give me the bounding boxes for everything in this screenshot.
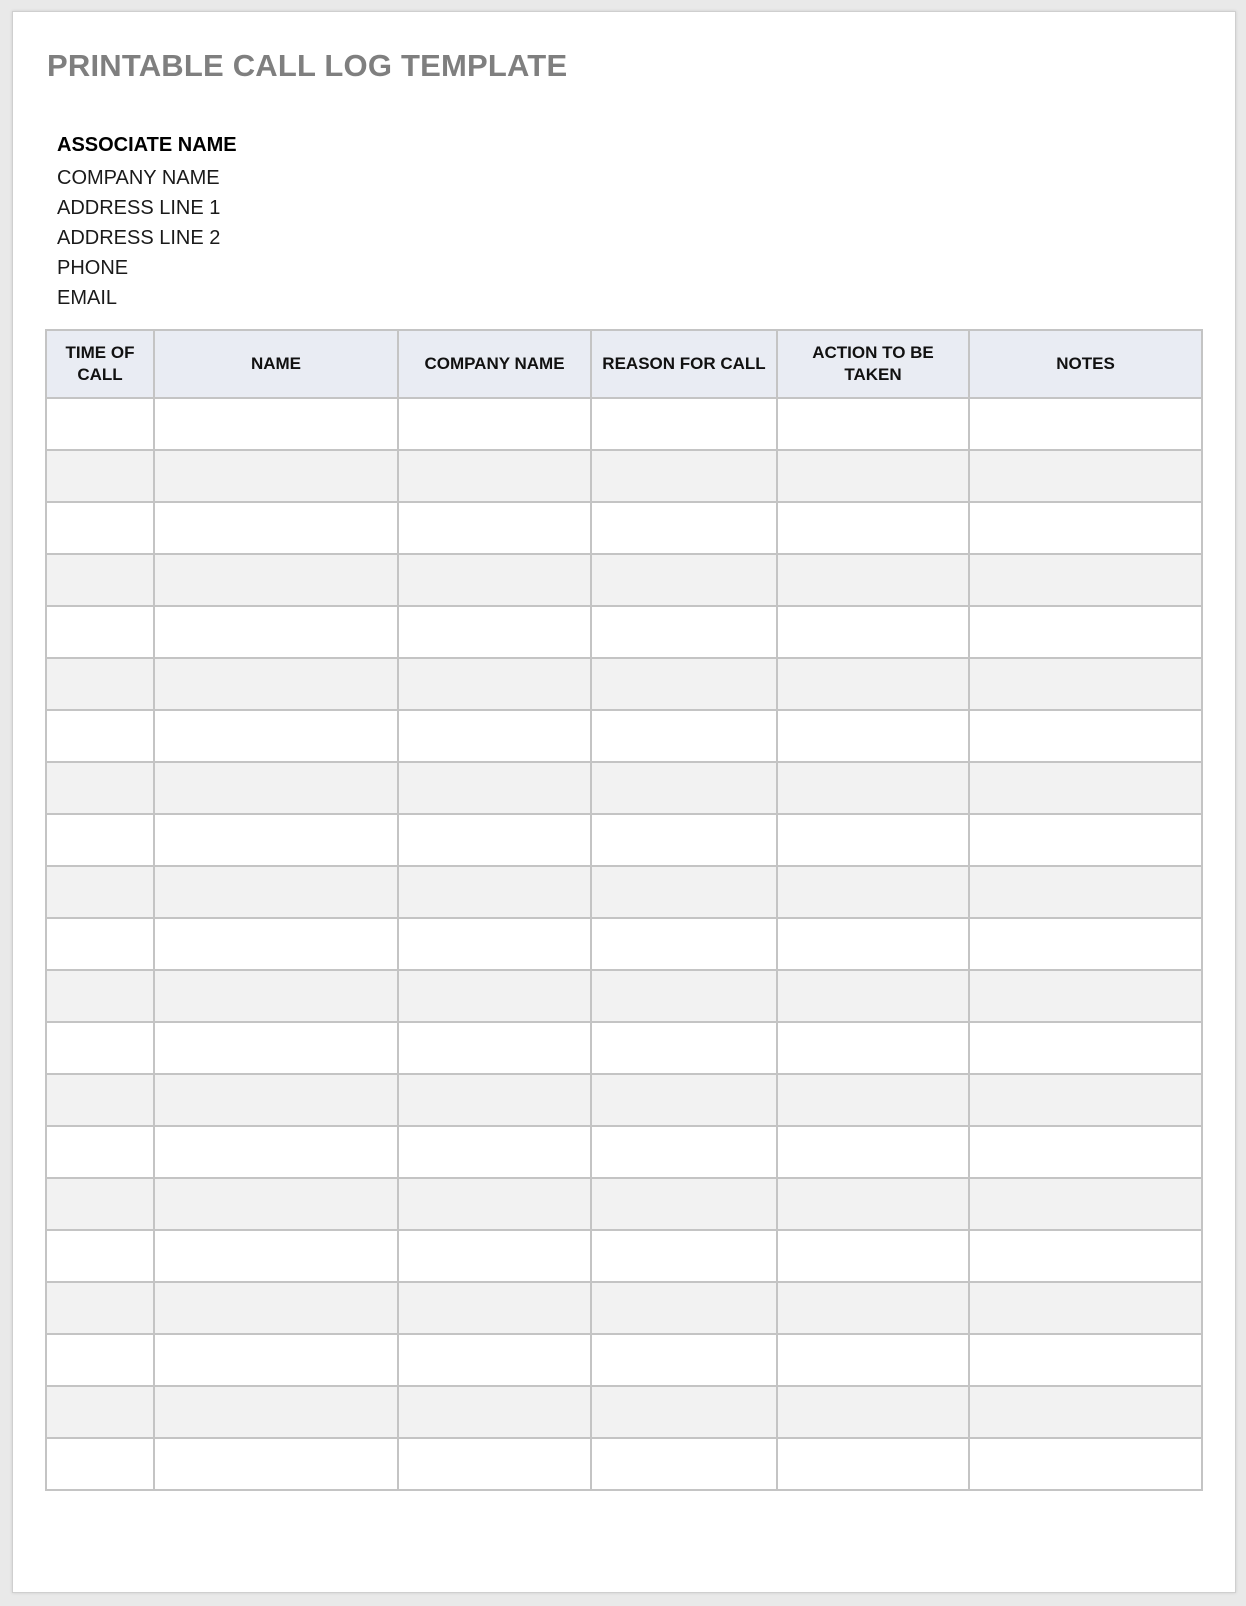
cell-company-name[interactable] — [398, 450, 591, 502]
cell-time-of-call[interactable] — [46, 1074, 154, 1126]
cell-company-name[interactable] — [398, 1438, 591, 1490]
cell-time-of-call[interactable] — [46, 450, 154, 502]
address-line-2: ADDRESS LINE 2 — [57, 227, 221, 249]
cell-company-name[interactable] — [398, 814, 591, 866]
cell-time-of-call[interactable] — [46, 1230, 154, 1282]
cell-notes[interactable] — [969, 970, 1202, 1022]
cell-reason-for-call[interactable] — [591, 554, 777, 606]
cell-action-to-be-taken[interactable] — [777, 1022, 969, 1074]
cell-time-of-call[interactable] — [46, 762, 154, 814]
cell-name[interactable] — [154, 1074, 398, 1126]
cell-name[interactable] — [154, 1230, 398, 1282]
cell-action-to-be-taken[interactable] — [777, 762, 969, 814]
company-name: COMPANY NAME — [57, 167, 220, 189]
cell-action-to-be-taken[interactable] — [777, 1282, 969, 1334]
cell-reason-for-call[interactable] — [591, 1282, 777, 1334]
cell-action-to-be-taken[interactable] — [777, 1074, 969, 1126]
cell-action-to-be-taken[interactable] — [777, 866, 969, 918]
cell-notes[interactable] — [969, 1022, 1202, 1074]
cell-time-of-call[interactable] — [46, 1334, 154, 1386]
cell-notes[interactable] — [969, 1386, 1202, 1438]
table-row — [46, 1074, 1202, 1126]
cell-reason-for-call[interactable] — [591, 1386, 777, 1438]
cell-notes[interactable] — [969, 1074, 1202, 1126]
cell-action-to-be-taken[interactable] — [777, 502, 969, 554]
cell-name[interactable] — [154, 1334, 398, 1386]
cell-name[interactable] — [154, 1438, 398, 1490]
cell-name[interactable] — [154, 502, 398, 554]
cell-time-of-call[interactable] — [46, 1178, 154, 1230]
contact-block — [57, 130, 237, 313]
table-row — [46, 502, 1202, 554]
cell-name[interactable] — [154, 762, 398, 814]
cell-action-to-be-taken[interactable] — [777, 710, 969, 762]
cell-name[interactable] — [154, 1178, 398, 1230]
cell-action-to-be-taken[interactable] — [777, 814, 969, 866]
cell-notes[interactable] — [969, 1230, 1202, 1282]
cell-company-name[interactable] — [398, 866, 591, 918]
cell-name[interactable] — [154, 866, 398, 918]
table-row — [46, 658, 1202, 710]
table-row — [46, 554, 1202, 606]
cell-action-to-be-taken[interactable] — [777, 450, 969, 502]
cell-reason-for-call[interactable] — [591, 762, 777, 814]
cell-notes[interactable] — [969, 1334, 1202, 1386]
cell-action-to-be-taken[interactable] — [777, 1230, 969, 1282]
cell-company-name[interactable] — [398, 1386, 591, 1438]
cell-name[interactable] — [154, 398, 398, 450]
cell-name[interactable] — [154, 450, 398, 502]
column-header-action-to-be-taken: ACTION TO BE TAKEN — [777, 330, 969, 398]
cell-reason-for-call[interactable] — [591, 502, 777, 554]
cell-company-name[interactable] — [398, 1334, 591, 1386]
cell-company-name[interactable] — [398, 1022, 591, 1074]
cell-name[interactable] — [154, 814, 398, 866]
cell-reason-for-call[interactable] — [591, 918, 777, 970]
column-header-company-name: COMPANY NAME — [398, 330, 591, 398]
column-header-notes: NOTES — [969, 330, 1202, 398]
cell-time-of-call[interactable] — [46, 1386, 154, 1438]
cell-reason-for-call[interactable] — [591, 1126, 777, 1178]
email: EMAIL — [57, 287, 118, 309]
column-header-name: NAME — [154, 330, 398, 398]
cell-action-to-be-taken[interactable] — [777, 970, 969, 1022]
cell-name[interactable] — [154, 606, 398, 658]
cell-notes[interactable] — [969, 710, 1202, 762]
table-body — [46, 398, 1202, 1490]
cell-notes[interactable] — [969, 1438, 1202, 1490]
cell-action-to-be-taken[interactable] — [777, 398, 969, 450]
table-row — [46, 762, 1202, 814]
cell-reason-for-call[interactable] — [591, 1022, 777, 1074]
cell-action-to-be-taken[interactable] — [777, 1386, 969, 1438]
cell-name[interactable] — [154, 918, 398, 970]
cell-time-of-call[interactable] — [46, 1438, 154, 1490]
cell-reason-for-call[interactable] — [591, 606, 777, 658]
cell-notes[interactable] — [969, 502, 1202, 554]
cell-time-of-call[interactable] — [46, 866, 154, 918]
table-row — [46, 398, 1202, 450]
page-title: PRINTABLE CALL LOG TEMPLATE — [47, 48, 568, 83]
cell-action-to-be-taken[interactable] — [777, 1334, 969, 1386]
table-row — [46, 1178, 1202, 1230]
cell-company-name[interactable] — [398, 398, 591, 450]
cell-time-of-call[interactable] — [46, 1022, 154, 1074]
phone: PHONE — [57, 257, 129, 279]
cell-time-of-call[interactable] — [46, 710, 154, 762]
cell-reason-for-call[interactable] — [591, 1230, 777, 1282]
cell-company-name[interactable] — [398, 606, 591, 658]
cell-company-name[interactable] — [398, 1074, 591, 1126]
cell-notes[interactable] — [969, 918, 1202, 970]
cell-time-of-call[interactable] — [46, 554, 154, 606]
cell-company-name[interactable] — [398, 502, 591, 554]
cell-action-to-be-taken[interactable] — [777, 1438, 969, 1490]
table-row — [46, 450, 1202, 502]
table-row — [46, 1022, 1202, 1074]
cell-notes[interactable] — [969, 398, 1202, 450]
cell-company-name[interactable] — [398, 970, 591, 1022]
table-row — [46, 710, 1202, 762]
cell-reason-for-call[interactable] — [591, 710, 777, 762]
cell-name[interactable] — [154, 710, 398, 762]
table-row — [46, 1282, 1202, 1334]
cell-company-name[interactable] — [398, 1230, 591, 1282]
cell-company-name[interactable] — [398, 1126, 591, 1178]
cell-name[interactable] — [154, 970, 398, 1022]
table-row — [46, 1386, 1202, 1438]
cell-company-name[interactable] — [398, 1282, 591, 1334]
cell-reason-for-call[interactable] — [591, 1178, 777, 1230]
cell-notes[interactable] — [969, 1282, 1202, 1334]
cell-name[interactable] — [154, 1022, 398, 1074]
table-row — [46, 1334, 1202, 1386]
cell-company-name[interactable] — [398, 1178, 591, 1230]
cell-reason-for-call[interactable] — [591, 1334, 777, 1386]
cell-time-of-call[interactable] — [46, 1126, 154, 1178]
table-row — [46, 814, 1202, 866]
cell-action-to-be-taken[interactable] — [777, 1126, 969, 1178]
cell-action-to-be-taken[interactable] — [777, 918, 969, 970]
cell-notes[interactable] — [969, 762, 1202, 814]
cell-name[interactable] — [154, 554, 398, 606]
cell-time-of-call[interactable] — [46, 814, 154, 866]
cell-time-of-call[interactable] — [46, 606, 154, 658]
call-log-table — [45, 329, 1203, 1491]
cell-notes[interactable] — [969, 658, 1202, 710]
cell-name[interactable] — [154, 658, 398, 710]
cell-notes[interactable] — [969, 450, 1202, 502]
cell-reason-for-call[interactable] — [591, 398, 777, 450]
cell-company-name[interactable] — [398, 658, 591, 710]
table-header-row — [46, 330, 1202, 398]
cell-time-of-call[interactable] — [46, 918, 154, 970]
cell-time-of-call[interactable] — [46, 502, 154, 554]
cell-notes[interactable] — [969, 1126, 1202, 1178]
cell-reason-for-call[interactable] — [591, 814, 777, 866]
cell-reason-for-call[interactable] — [591, 1438, 777, 1490]
cell-reason-for-call[interactable] — [591, 970, 777, 1022]
cell-action-to-be-taken[interactable] — [777, 606, 969, 658]
cell-action-to-be-taken[interactable] — [777, 1178, 969, 1230]
cell-company-name[interactable] — [398, 554, 591, 606]
cell-reason-for-call[interactable] — [591, 450, 777, 502]
cell-company-name[interactable] — [398, 918, 591, 970]
column-header-reason-for-call: REASON FOR CALL — [591, 330, 777, 398]
cell-time-of-call[interactable] — [46, 658, 154, 710]
document-page — [12, 11, 1236, 1593]
cell-time-of-call[interactable] — [46, 398, 154, 450]
column-header-time-of-call: TIME OF CALL — [46, 330, 154, 398]
table-row — [46, 918, 1202, 970]
cell-time-of-call[interactable] — [46, 970, 154, 1022]
cell-reason-for-call[interactable] — [591, 658, 777, 710]
cell-notes[interactable] — [969, 866, 1202, 918]
table-row — [46, 970, 1202, 1022]
table-row — [46, 1438, 1202, 1490]
associate-name: ASSOCIATE NAME — [57, 134, 237, 156]
cell-company-name[interactable] — [398, 762, 591, 814]
cell-action-to-be-taken[interactable] — [777, 554, 969, 606]
cell-time-of-call[interactable] — [46, 1282, 154, 1334]
table-row — [46, 606, 1202, 658]
table-row — [46, 1230, 1202, 1282]
table-row — [46, 866, 1202, 918]
cell-action-to-be-taken[interactable] — [777, 658, 969, 710]
cell-notes[interactable] — [969, 554, 1202, 606]
cell-company-name[interactable] — [398, 710, 591, 762]
cell-name[interactable] — [154, 1282, 398, 1334]
cell-name[interactable] — [154, 1386, 398, 1438]
cell-notes[interactable] — [969, 1178, 1202, 1230]
table-row — [46, 1126, 1202, 1178]
cell-reason-for-call[interactable] — [591, 1074, 777, 1126]
cell-reason-for-call[interactable] — [591, 866, 777, 918]
cell-notes[interactable] — [969, 606, 1202, 658]
cell-name[interactable] — [154, 1126, 398, 1178]
cell-notes[interactable] — [969, 814, 1202, 866]
address-line-1: ADDRESS LINE 1 — [57, 197, 221, 219]
